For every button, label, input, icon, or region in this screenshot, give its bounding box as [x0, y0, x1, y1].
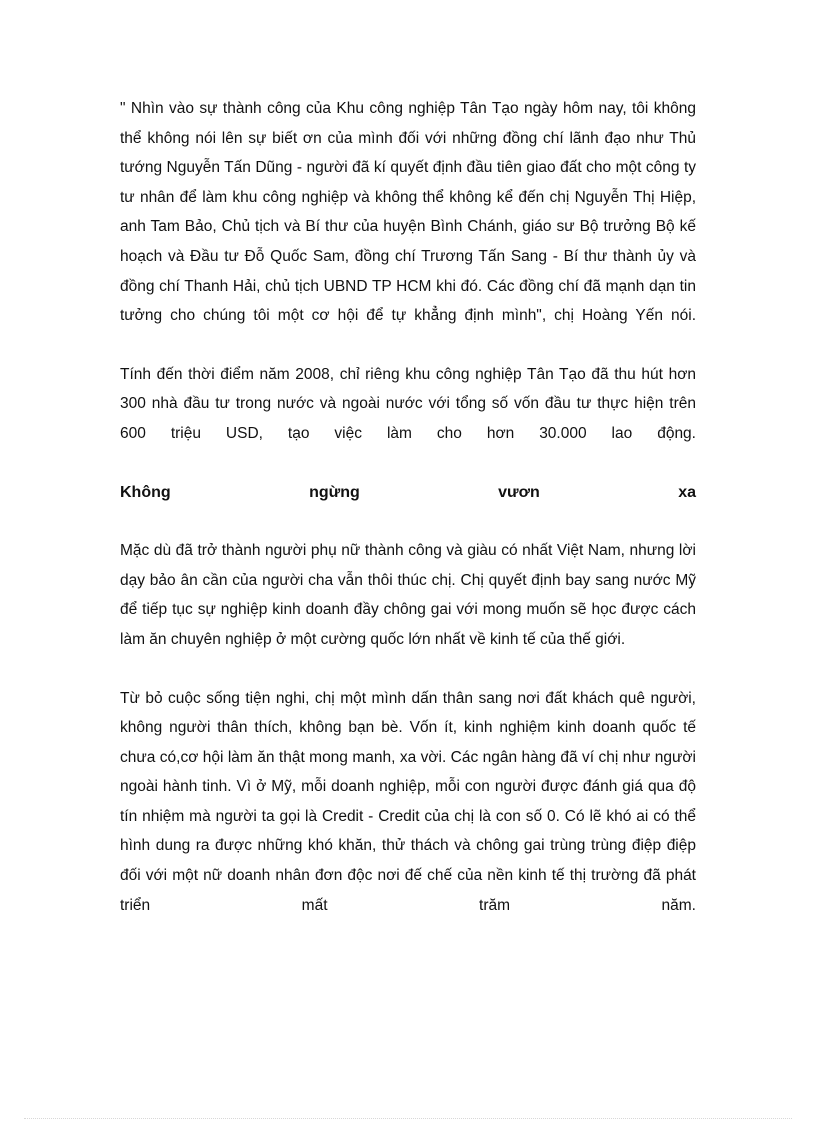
- paragraph-challenges: Từ bỏ cuộc sống tiện nghi, chị một mình dấn thân sang nơi đất khách quê người, không người thân thích, không bạn bè. Vốn ít, kinh nghiệm kinh doanh quốc tế chưa có,cơ hội làm ăn thật mong manh, xa vời. Các ngân hàng đã ví chị như người ngoài hành tinh. Vì ở Mỹ, mỗi doanh nghiệp, mỗi con người được đánh giá qua độ tín nhiệm mà người ta gọi là Credit - Credit của chị là con số 0. Có lẽ khó ai có thể hình dung ra được những khó khăn, thử thách và chông gai trùng trùng điệp điệp đối với một nữ doanh nhân đơn độc nơi đế chế của nền kinh tế thị trường đã phát triển mất trăm năm.: [120, 689, 696, 914]
- document-page: [120, 94, 696, 920]
- section-heading: Không ngừng vươn xa: [120, 483, 696, 501]
- paragraph-usa: Mặc dù đã trở thành người phụ nữ thành công và giàu có nhất Việt Nam, nhưng lời dạy bảo ân cần của người cha vẫn thôi thúc chị. Chị quyết định bay sang nước Mỹ để tiếp tục sự nghiệp kinh doanh đầy chông gai với mong muốn sẽ học được cách làm ăn chuyên nghiệp ở một cường quốc lớn nhất về kinh tế của thế giới.: [120, 542, 696, 648]
- page-bottom-divider: [24, 1118, 792, 1119]
- paragraph-investment: Tính đến thời điểm năm 2008, chỉ riêng khu công nghiệp Tân Tạo đã thu hút hơn 300 nhà đầu tư trong nước và ngoài nước với tổng số vốn đầu tư thực hiện trên 600 triệu USD, tạo việc làm cho hơn 30.000 lao động.: [120, 365, 696, 442]
- paragraph-quote: " Nhìn vào sự thành công của Khu công nghiệp Tân Tạo ngày hôm nay, tôi không thể không nói lên sự biết ơn của mình đối với những đồng chí lãnh đạo như Thủ tướng Nguyễn Tấn Dũng - người đã kí quyết định đầu tiên giao đất cho một công ty tư nhân để làm khu công nghiệp và không thể không kể đến chị Nguyễn Thị Hiệp, anh Tam Bảo, Chủ tịch và Bí thư của huyện Bình Chánh, giáo sư Bộ trưởng Bộ kế hoạch và Đầu tư Đỗ Quốc Sam, đồng chí Trương Tấn Sang - Bí thư thành ủy và đồng chí Thanh Hải, chủ tịch UBND TP HCM khi đó. Các đồng chí đã mạnh dạn tin tưởng cho chúng tôi một cơ hội để tự khẳng định mình", chị Hoàng Yến nói.: [120, 100, 696, 325]
